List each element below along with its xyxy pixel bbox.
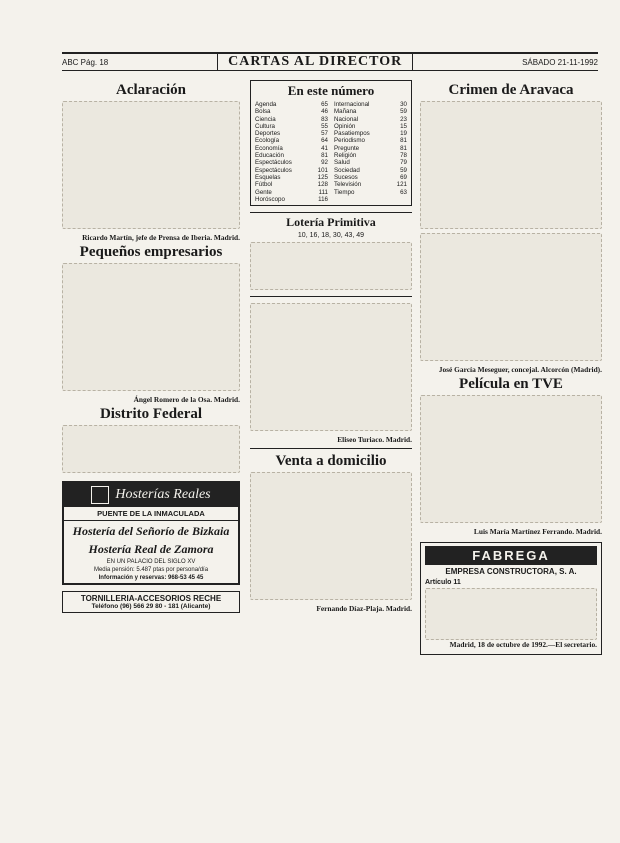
ad-phone: Información y reservas: 968-53 45 45 bbox=[98, 575, 204, 581]
index-item bbox=[255, 130, 328, 137]
index-item bbox=[334, 152, 407, 159]
headline-venta-domicilio: Venta a domicilio bbox=[275, 453, 387, 470]
index-page: 57 bbox=[321, 130, 328, 138]
body-crimen-aravaca bbox=[420, 101, 602, 229]
headline-crimen-aravaca: Crimen de Aravaca bbox=[448, 82, 574, 98]
body-continued-letter bbox=[250, 303, 412, 431]
index-label: Internacional bbox=[334, 101, 370, 108]
index-page: 65 bbox=[321, 101, 328, 108]
index-page: 59 bbox=[400, 108, 407, 116]
index-item bbox=[255, 159, 328, 166]
illegible-text-placeholder bbox=[425, 588, 597, 640]
index-page: 111 bbox=[318, 188, 328, 196]
index-item bbox=[334, 108, 407, 115]
index-right-list bbox=[334, 101, 407, 203]
ad-pension: Media pensión: 5.487 ptas por persona/día bbox=[93, 567, 209, 573]
byline-crimen-aravaca: José García Meseguer, concejal. Alcorcón (Madrid). bbox=[438, 365, 602, 374]
index-label: Fútbol bbox=[255, 181, 273, 189]
index-page: 81 bbox=[400, 144, 407, 152]
section-title: CARTAS AL DIRECTOR bbox=[217, 54, 413, 70]
ad-phone: Teléfono (96) 566 29 80 - 181 (Alicante) bbox=[91, 603, 211, 610]
index-item bbox=[255, 181, 328, 188]
index-label: Sucesos bbox=[334, 173, 358, 181]
index-title: En este número bbox=[287, 83, 375, 98]
index-label: Religión bbox=[334, 152, 357, 160]
index-page: 81 bbox=[321, 152, 328, 160]
index-label: Horóscopo bbox=[255, 195, 285, 203]
index-label: Gente bbox=[255, 188, 272, 196]
headline-aclaracion: Aclaración bbox=[116, 82, 186, 98]
index-page: 64 bbox=[321, 137, 328, 145]
index-label: Opinión bbox=[334, 122, 356, 130]
index-item bbox=[334, 181, 407, 188]
ad-title: TORNILLERIA-ACCESORIOS RECHE bbox=[80, 594, 222, 603]
index-page: 15 bbox=[400, 122, 407, 130]
illegible-text-placeholder bbox=[250, 242, 412, 290]
index-item bbox=[334, 174, 407, 181]
index-item bbox=[334, 101, 407, 108]
index-page: 63 bbox=[400, 188, 407, 196]
index-label: Deportes bbox=[255, 130, 281, 138]
index-page: 59 bbox=[400, 166, 407, 174]
index-item bbox=[255, 137, 328, 144]
column-right bbox=[420, 80, 602, 825]
index-page: 41 bbox=[321, 144, 328, 152]
page-header bbox=[62, 52, 598, 71]
illegible-text-placeholder bbox=[62, 101, 240, 229]
byline-venta-domicilio: Fernando Díaz-Plaja. Madrid. bbox=[316, 604, 412, 614]
index-item bbox=[255, 174, 328, 181]
ad-fabrega bbox=[420, 542, 602, 655]
index-item bbox=[255, 101, 328, 108]
primitiva-box bbox=[250, 212, 412, 297]
index-label: Esquelas bbox=[255, 173, 281, 181]
illegible-text-placeholder bbox=[420, 395, 602, 523]
index-item bbox=[255, 116, 328, 123]
index-page: 101 bbox=[317, 166, 328, 174]
index-label: Periodismo bbox=[334, 137, 365, 145]
ad-tornilleria bbox=[62, 591, 240, 613]
headline-pelicula-tve: Película en TVE bbox=[459, 376, 563, 392]
ad-name-zamora: Hostería Real de Zamora bbox=[88, 542, 214, 556]
index-item bbox=[255, 108, 328, 115]
index-item bbox=[255, 196, 328, 203]
index-label: Sociedad bbox=[334, 166, 360, 174]
body-distrito-federal bbox=[62, 425, 240, 473]
index-item bbox=[255, 189, 328, 196]
index-label: Bolsa bbox=[255, 108, 271, 116]
body-primitiva bbox=[250, 242, 412, 290]
ad-subtitle: EMPRESA CONSTRUCTORA, S. A. bbox=[445, 567, 577, 576]
ad-name-bizkaia: Hostería del Señorío de Bizkaia bbox=[72, 524, 230, 538]
index-label: Televisión bbox=[334, 181, 362, 189]
ad-body bbox=[425, 588, 597, 640]
index-page: 55 bbox=[321, 122, 328, 130]
index-item bbox=[255, 145, 328, 152]
index-label: Pregunte bbox=[334, 144, 360, 152]
body-crimen-aravaca-cont bbox=[420, 233, 602, 361]
index-item bbox=[334, 137, 407, 144]
index-item bbox=[255, 123, 328, 130]
body-pequenos-empresarios bbox=[62, 263, 240, 391]
index-label: Educación bbox=[255, 152, 284, 160]
ad-band: PUENTE DE LA INMACULADA bbox=[64, 507, 238, 521]
column-left bbox=[62, 80, 240, 825]
index-item bbox=[334, 130, 407, 137]
index-label: Salud bbox=[334, 159, 350, 167]
index-label: Pasatiempos bbox=[334, 130, 370, 138]
issue-date: SÁBADO 21-11-1992 bbox=[522, 57, 598, 67]
headline-distrito-federal: Distrito Federal bbox=[99, 406, 203, 422]
body-venta-domicilio bbox=[250, 472, 412, 600]
index-label: Tiempo bbox=[334, 188, 355, 196]
byline-aclaracion: Ricardo Martín, jefe de Prensa de Iberia. Madrid. bbox=[82, 233, 240, 242]
index-label: Economía bbox=[255, 144, 283, 152]
index-page: 78 bbox=[400, 152, 407, 160]
index-item bbox=[334, 145, 407, 152]
index-label: Nacional bbox=[334, 115, 359, 123]
index-page: 116 bbox=[318, 195, 328, 203]
headline-pequenos-empresarios: Pequeños empresarios bbox=[79, 244, 223, 260]
index-page: 125 bbox=[317, 173, 328, 181]
index-label: Espectáculos bbox=[255, 166, 292, 174]
index-page: 79 bbox=[400, 159, 407, 167]
index-label: Cultura bbox=[255, 122, 275, 130]
index-page: 92 bbox=[321, 159, 328, 167]
column-middle bbox=[250, 80, 412, 825]
index-page: 69 bbox=[400, 173, 407, 181]
hosterias-logo-icon bbox=[91, 486, 109, 504]
ad-brand: Hosterías Reales bbox=[115, 487, 211, 502]
index-page: 46 bbox=[321, 108, 328, 116]
index-label: Mañana bbox=[334, 108, 357, 116]
illegible-text-placeholder bbox=[62, 425, 240, 473]
index-item bbox=[334, 159, 407, 166]
index-left-list bbox=[255, 101, 328, 203]
index-page: 19 bbox=[400, 130, 407, 138]
illegible-text-placeholder bbox=[420, 233, 602, 361]
byline-pequenos-empresarios: Ángel Romero de la Osa. Madrid. bbox=[133, 395, 240, 404]
index-page: 83 bbox=[321, 115, 328, 123]
ad-hosterias-reales bbox=[62, 481, 240, 585]
index-label: Espectáculos bbox=[255, 159, 292, 167]
index-page: 30 bbox=[400, 101, 407, 108]
index-item bbox=[334, 167, 407, 174]
index-page: 128 bbox=[317, 181, 328, 189]
ad-closing: Madrid, 18 de octubre de 1992.—El secretario. bbox=[449, 640, 597, 649]
index-label: Ecología bbox=[255, 137, 280, 145]
headline-primitiva: Lotería Primitiva bbox=[286, 215, 376, 230]
index-page: 23 bbox=[400, 115, 407, 123]
index-item bbox=[255, 152, 328, 159]
ad-article: Artículo 11 bbox=[425, 579, 461, 586]
index-item bbox=[255, 167, 328, 174]
index-item bbox=[334, 123, 407, 130]
page-number: ABC Pág. 18 bbox=[62, 57, 109, 67]
illegible-text-placeholder bbox=[250, 472, 412, 600]
ad-name: FABREGA bbox=[425, 546, 597, 565]
body-pelicula-tve bbox=[420, 395, 602, 523]
byline-continued-letter: Eliseo Turiaco. Madrid. bbox=[337, 435, 412, 445]
index-box bbox=[250, 80, 412, 206]
index-page: 121 bbox=[396, 181, 407, 189]
illegible-text-placeholder bbox=[250, 303, 412, 431]
index-item bbox=[334, 116, 407, 123]
ad-palacio: EN UN PALACIO DEL SIGLO XV bbox=[106, 559, 196, 565]
index-item bbox=[334, 189, 407, 196]
index-page: 81 bbox=[400, 137, 407, 145]
index-label: Agenda bbox=[255, 101, 277, 108]
byline-pelicula-tve: Luis María Martínez Ferrando. Madrid. bbox=[473, 527, 602, 536]
illegible-text-placeholder bbox=[62, 263, 240, 391]
primitiva-numbers: 10, 16, 18, 30, 43, 49 bbox=[297, 232, 365, 240]
illegible-text-placeholder bbox=[420, 101, 602, 229]
index-label: Ciencia bbox=[255, 115, 276, 123]
body-aclaracion bbox=[62, 101, 240, 229]
